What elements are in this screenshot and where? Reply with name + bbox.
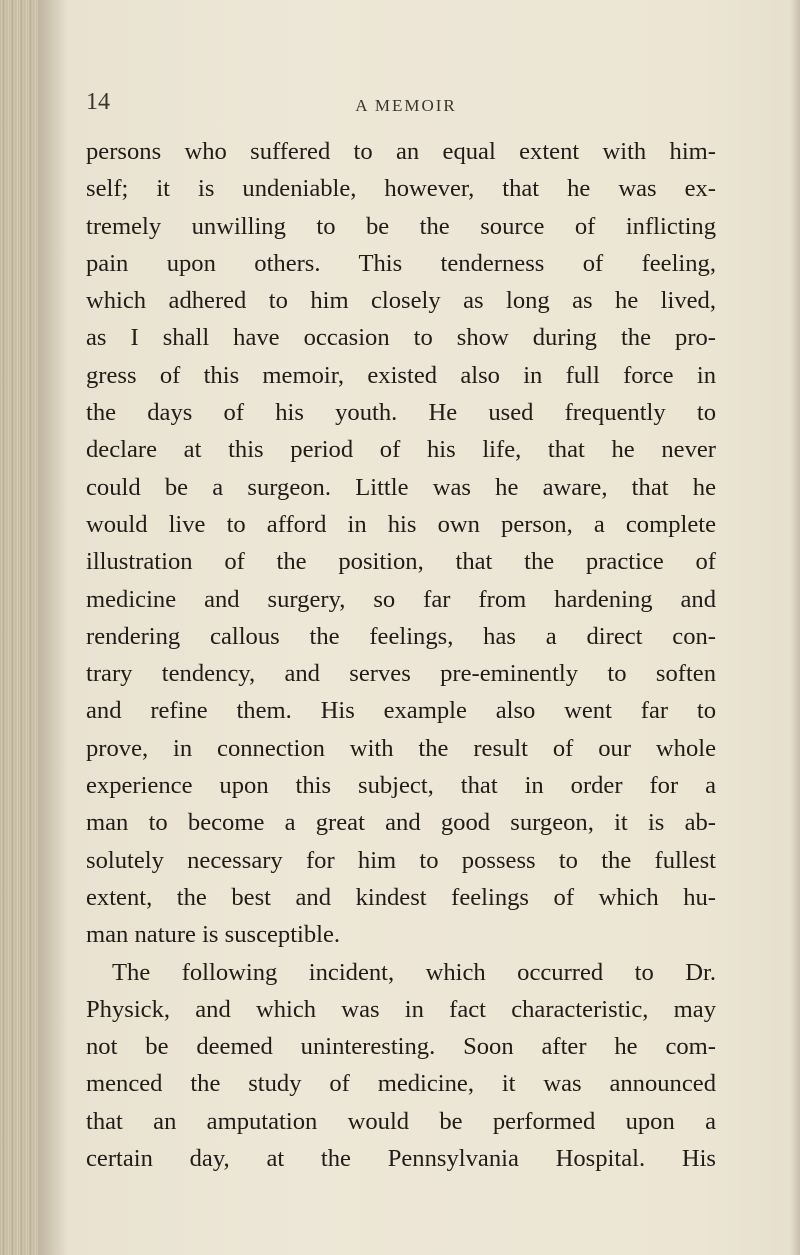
text-line: medicine and surgery, so far from hardening and bbox=[86, 585, 716, 613]
text-line: pain upon others. This tenderness of feeling, bbox=[86, 249, 716, 277]
text-line: trary tendency, and serves pre-eminently to soften bbox=[86, 660, 716, 688]
text-line: solutely necessary for him to possess to the fullest bbox=[86, 846, 716, 874]
page-header bbox=[86, 89, 726, 119]
running-head: A MEMOIR bbox=[355, 96, 457, 115]
text-line: could be a surgeon. Little was he aware, that he bbox=[86, 473, 716, 501]
gutter-shadow bbox=[38, 0, 68, 1255]
text-line: which adhered to him closely as long as he lived, bbox=[86, 287, 716, 315]
text-line: Physick, and which was in fact characteristic, may bbox=[86, 995, 716, 1023]
text-line: experience upon this subject, that in order for a bbox=[86, 772, 716, 800]
text-line: would live to afford in his own person, a complete bbox=[86, 510, 716, 538]
text-line: gress of this memoir, existed also in full force in bbox=[86, 361, 716, 389]
text-line: prove, in connection with the result of our whole bbox=[86, 734, 716, 762]
text-line-paragraph-start: The following incident, which occurred to Dr. bbox=[112, 958, 716, 986]
text-line: rendering callous the feelings, has a direct con- bbox=[86, 622, 716, 650]
text-line: man to become a great and good surgeon, it is ab- bbox=[86, 809, 716, 837]
text-line-paragraph-end: man nature is susceptible. bbox=[86, 921, 341, 949]
text-line: persons who suffered to an equal extent with him- bbox=[86, 138, 716, 165]
page-number: 14 bbox=[86, 89, 110, 115]
text-line: declare at this period of his life, that he never bbox=[86, 436, 716, 464]
text-line: certain day, at the Pennsylvania Hospital. His bbox=[86, 1145, 716, 1173]
text-line: tremely unwilling to be the source of inflicting bbox=[86, 212, 716, 240]
text-line: the days of his youth. He used frequently to bbox=[86, 399, 716, 427]
text-line: illustration of the position, that the practice of bbox=[86, 548, 716, 576]
text-line: menced the study of medicine, it was announced bbox=[86, 1070, 716, 1098]
page-edge bbox=[790, 0, 800, 1255]
book-binding bbox=[0, 0, 38, 1255]
text-line: extent, the best and kindest feelings of which hu- bbox=[86, 883, 716, 911]
text-line: as I shall have occasion to show during the pro- bbox=[86, 324, 716, 352]
text-line: self; it is undeniable, however, that he was ex- bbox=[86, 175, 716, 203]
text-line: that an amputation would be performed upon a bbox=[86, 1107, 716, 1135]
text-line: not be deemed uninteresting. Soon after he com- bbox=[86, 1033, 716, 1061]
body-text bbox=[86, 133, 716, 1177]
text-line: and refine them. His example also went far to bbox=[86, 697, 716, 725]
